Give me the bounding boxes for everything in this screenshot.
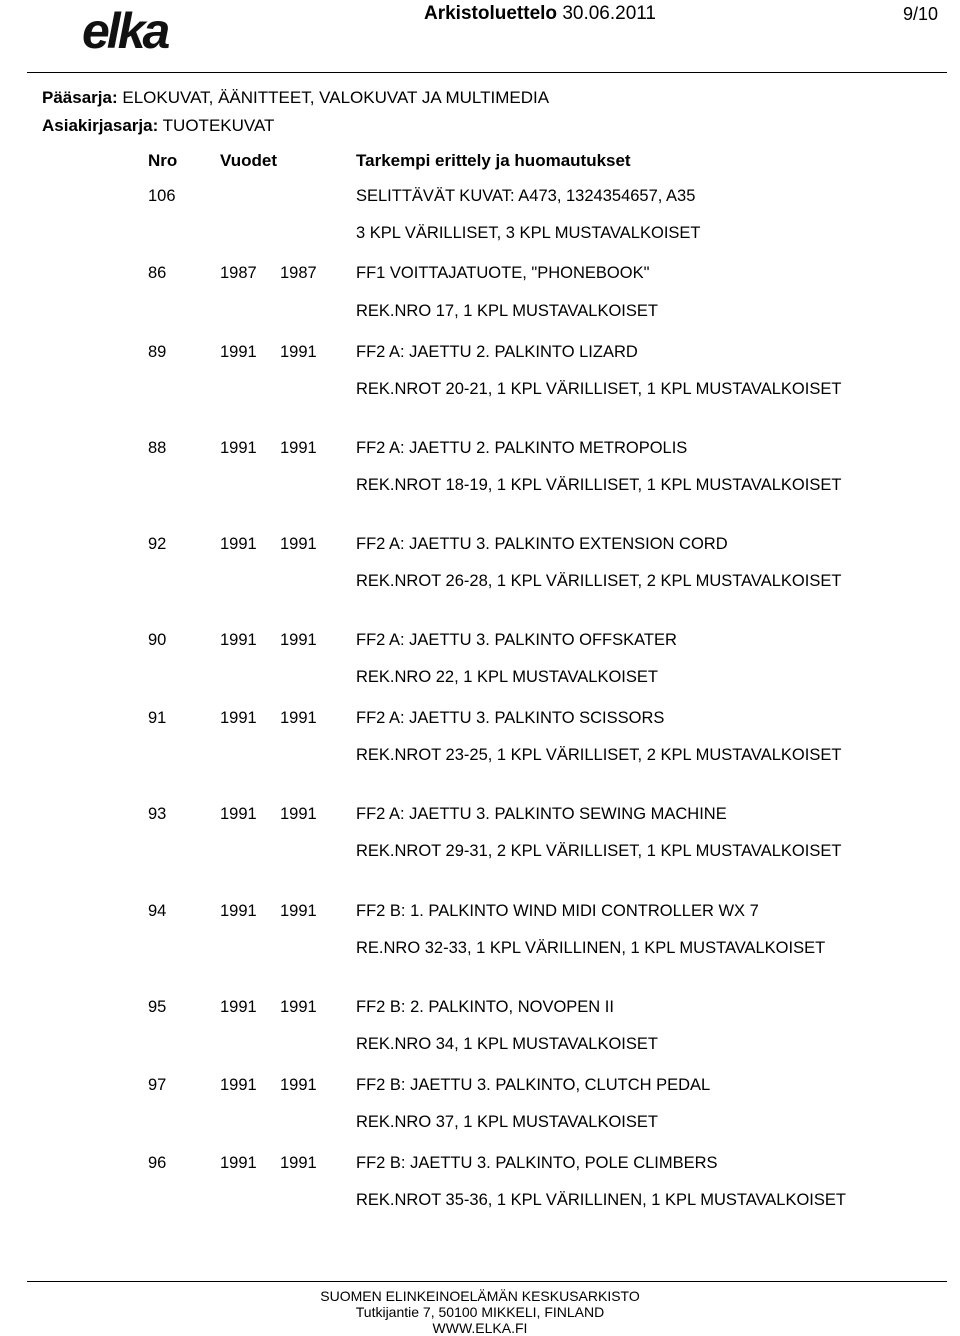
row-note: REK.NRO 34, 1 KPL MUSTAVALKOISET — [356, 1035, 658, 1053]
row-note: REK.NROT 23-25, 1 KPL VÄRILLISET, 2 KPL MUSTAVALKOISET — [356, 746, 842, 764]
row-year-start: 1991 — [220, 805, 257, 823]
row-year-end: 1991 — [280, 1154, 317, 1172]
row-description: FF2 B: 2. PALKINTO, NOVOPEN II — [356, 998, 614, 1016]
row-note: REK.NRO 37, 1 KPL MUSTAVALKOISET — [356, 1113, 658, 1131]
row-note: REK.NROT 29-31, 2 KPL VÄRILLISET, 1 KPL MUSTAVALKOISET — [356, 842, 842, 860]
row-description: FF2 B: 1. PALKINTO WIND MIDI CONTROLLER WX 7 — [356, 902, 759, 920]
row-year-start: 1991 — [220, 709, 257, 727]
row-description: SELITTÄVÄT KUVAT: A473, 1324354657, A35 — [356, 187, 696, 205]
row-nro: 89 — [148, 343, 167, 361]
row-nro: 90 — [148, 631, 167, 649]
row-year-end: 1991 — [280, 439, 317, 457]
header-divider — [27, 72, 947, 73]
row-year-start: 1991 — [220, 1076, 257, 1094]
row-year-end: 1991 — [280, 1076, 317, 1094]
row-description: FF2 B: JAETTU 3. PALKINTO, CLUTCH PEDAL — [356, 1076, 711, 1094]
row-year-end: 1991 — [280, 805, 317, 823]
row-description: FF1 VOITTAJATUOTE, "PHONEBOOK" — [356, 264, 650, 282]
document-series — [42, 116, 274, 136]
row-description: FF2 A: JAETTU 3. PALKINTO EXTENSION CORD — [356, 535, 728, 553]
document-title-text: Arkistoluettelo — [424, 3, 558, 24]
row-description: FF2 A: JAETTU 2. PALKINTO LIZARD — [356, 343, 638, 361]
column-header-nro: Nro — [148, 151, 178, 170]
row-nro: 88 — [148, 439, 167, 457]
row-year-start: 1991 — [220, 343, 257, 361]
row-note: REK.NROT 35-36, 1 KPL VÄRILLINEN, 1 KPL MUSTAVALKOISET — [356, 1191, 846, 1209]
row-note: REK.NROT 26-28, 1 KPL VÄRILLISET, 2 KPL MUSTAVALKOISET — [356, 572, 842, 590]
row-year-end: 1991 — [280, 535, 317, 553]
row-nro: 95 — [148, 998, 167, 1016]
row-year-start: 1991 — [220, 631, 257, 649]
svg-text:elka: elka — [82, 6, 168, 54]
row-year-end: 1991 — [280, 998, 317, 1016]
row-nro: 92 — [148, 535, 167, 553]
document-title — [424, 3, 656, 25]
row-description: FF2 A: JAETTU 2. PALKINTO METROPOLIS — [356, 439, 688, 457]
footer-organization: SUOMEN ELINKEINOELÄMÄN KESKUSARKISTO — [320, 1288, 640, 1304]
row-note: REK.NROT 18-19, 1 KPL VÄRILLISET, 1 KPL MUSTAVALKOISET — [356, 476, 842, 494]
row-year-start: 1991 — [220, 998, 257, 1016]
row-nro: 91 — [148, 709, 167, 727]
document-series-value: TUOTEKUVAT — [162, 116, 275, 135]
row-year-end: 1987 — [280, 264, 317, 282]
row-note: REK.NRO 22, 1 KPL MUSTAVALKOISET — [356, 668, 658, 686]
row-year-end: 1991 — [280, 343, 317, 361]
row-description: FF2 B: JAETTU 3. PALKINTO, POLE CLIMBERS — [356, 1154, 718, 1172]
column-header-years: Vuodet — [220, 151, 277, 170]
row-nro: 96 — [148, 1154, 167, 1172]
elka-logo — [80, 6, 200, 54]
page-number: 9/10 — [902, 4, 938, 24]
row-note: RE.NRO 32-33, 1 KPL VÄRILLINEN, 1 KPL MUSTAVALKOISET — [356, 939, 826, 957]
row-year-start: 1991 — [220, 1154, 257, 1172]
row-year-start: 1991 — [220, 902, 257, 920]
row-year-start: 1991 — [220, 535, 257, 553]
row-year-end: 1991 — [280, 631, 317, 649]
row-description: FF2 A: JAETTU 3. PALKINTO SEWING MACHINE — [356, 805, 727, 823]
row-nro: 93 — [148, 805, 167, 823]
document-date: 30.06.2011 — [562, 3, 656, 24]
main-series-value: ELOKUVAT, ÄÄNITTEET, VALOKUVAT JA MULTIMEDIA — [122, 88, 550, 107]
main-series — [42, 88, 549, 108]
document-series-label: Asiakirjasarja: — [42, 116, 159, 135]
row-year-start: 1991 — [220, 439, 257, 457]
row-nro: 97 — [148, 1076, 167, 1094]
row-description: FF2 A: JAETTU 3. PALKINTO OFFSKATER — [356, 631, 677, 649]
footer-website: WWW.ELKA.FI — [432, 1320, 528, 1336]
page-header — [0, 0, 960, 74]
row-nro: 94 — [148, 902, 167, 920]
footer-divider — [27, 1281, 947, 1282]
column-header-description: Tarkempi erittely ja huomautukset — [356, 151, 631, 170]
row-note: REK.NROT 20-21, 1 KPL VÄRILLISET, 1 KPL MUSTAVALKOISET — [356, 380, 842, 398]
row-year-start: 1987 — [220, 264, 257, 282]
row-year-end: 1991 — [280, 902, 317, 920]
row-nro: 86 — [148, 264, 167, 282]
row-year-end: 1991 — [280, 709, 317, 727]
main-series-label: Pääsarja: — [42, 88, 118, 107]
row-description: FF2 A: JAETTU 3. PALKINTO SCISSORS — [356, 709, 665, 727]
row-nro: 106 — [148, 187, 176, 205]
page-footer — [0, 1288, 960, 1336]
row-note: 3 KPL VÄRILLISET, 3 KPL MUSTAVALKOISET — [356, 224, 701, 242]
footer-address: Tutkijantie 7, 50100 MIKKELI, FINLAND — [355, 1304, 605, 1320]
row-note: REK.NRO 17, 1 KPL MUSTAVALKOISET — [356, 302, 658, 320]
